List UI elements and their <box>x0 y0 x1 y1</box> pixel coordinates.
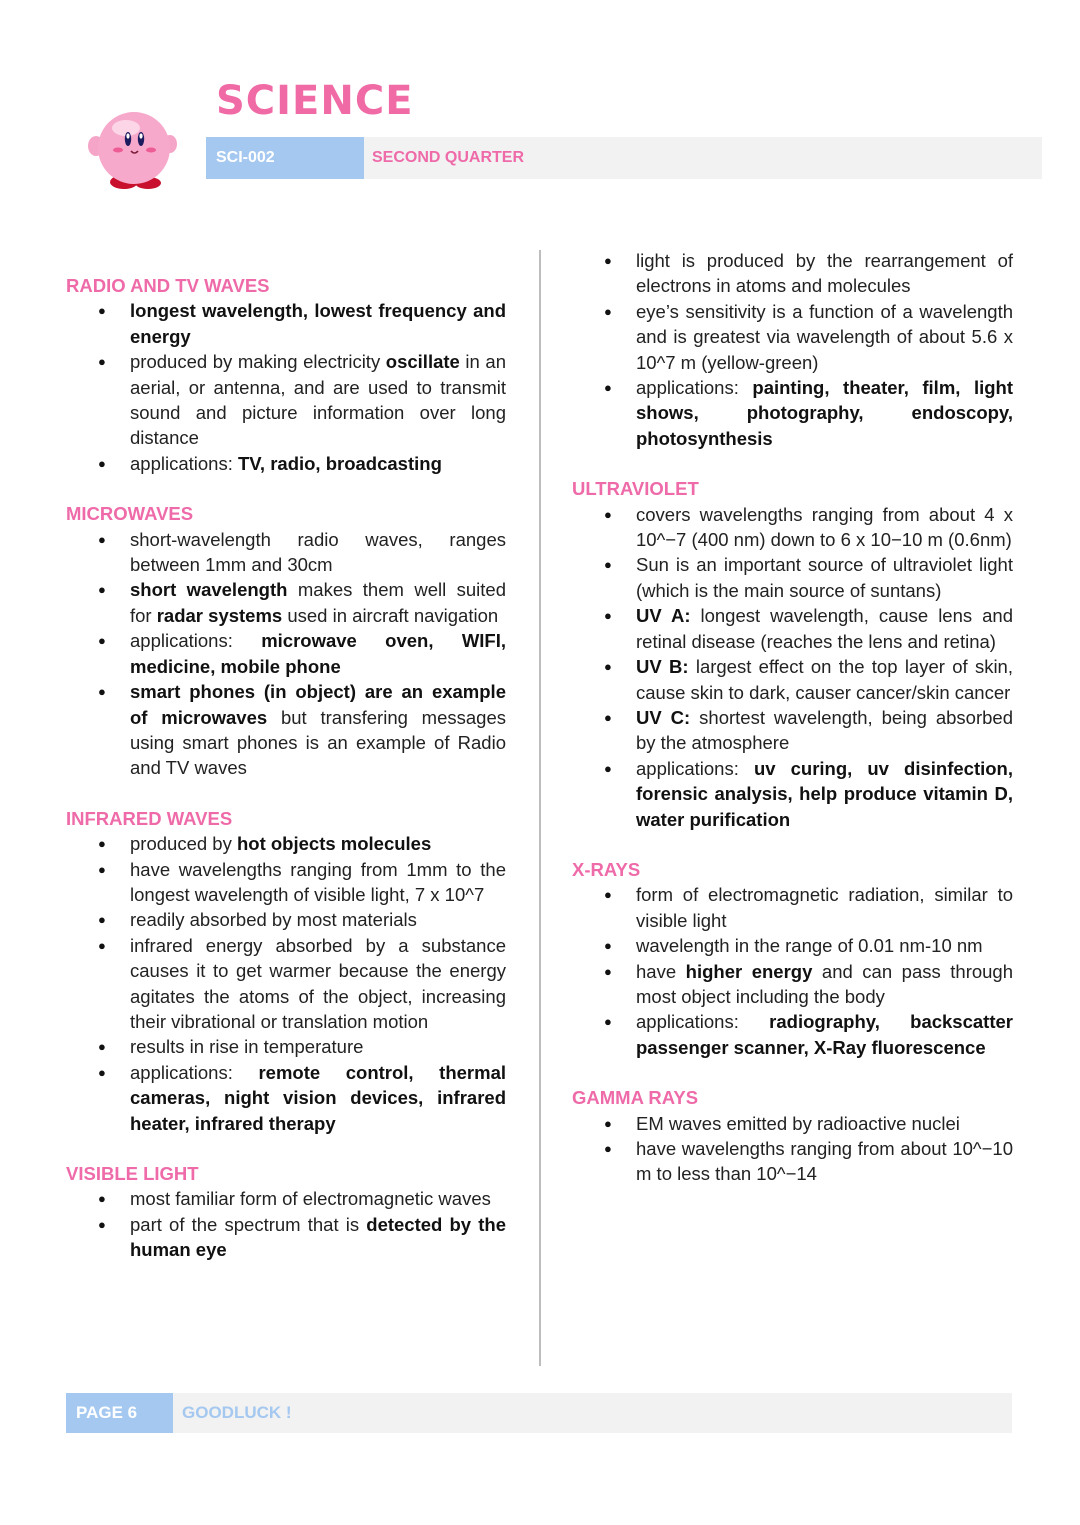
page-number: PAGE 6 <box>66 1393 173 1433</box>
item-text: applications: <box>636 1011 770 1033</box>
list-item <box>572 299 1013 375</box>
bullet-list <box>66 527 506 781</box>
section-title: RADIO AND TV WAVES <box>66 275 270 296</box>
section-title: X-RAYS <box>572 858 641 880</box>
list-item <box>572 552 1013 603</box>
left-column <box>66 248 506 1263</box>
bullet-list <box>572 502 1013 832</box>
bullet-list <box>572 1111 1013 1187</box>
section <box>66 248 506 476</box>
bold-text: uv curing, uv disinfection, forensic analysis, help produce vitamin D, water purification <box>636 757 1014 830</box>
bullet-list <box>572 882 1013 1060</box>
list-item <box>572 375 1013 451</box>
header-band <box>206 137 1042 179</box>
bold-text: radar systems <box>156 604 283 626</box>
item-text: applications: <box>130 1061 259 1083</box>
page-title: SCIENCE <box>216 78 414 124</box>
section <box>572 248 1013 451</box>
bullet-list <box>572 248 1013 451</box>
item-text: wavelength in the range of 0.01 nm-10 nm <box>636 935 983 957</box>
page-footer <box>66 1393 1012 1433</box>
section-title: INFRARED WAVES <box>66 807 233 829</box>
quarter-label: SECOND QUARTER <box>372 149 525 166</box>
bold-text: UV B: <box>636 656 689 678</box>
item-text: in an aerial, or antenna, and are used to transmit sound and picture information over long distance <box>130 351 506 449</box>
item-text: shortest wavelength, being absorbed by the atmosphere <box>636 706 1013 754</box>
item-text: form of electromagnetic radiation, similar to visible light <box>636 884 1013 931</box>
list-item <box>572 654 1013 705</box>
item-text: have wavelengths ranging from 1mm to the longest wavelength of visible light, 7 x 10^7 <box>130 858 506 905</box>
bullet-list <box>66 831 506 1136</box>
item-text: eye’s sensitivity is a function of a wavelength and is greatest via wavelength of about 5.6 x 10^7 m (yellow-green) <box>636 300 1013 373</box>
bold-text: hot objects molecules <box>236 833 432 855</box>
item-text: covers wavelengths ranging from about 4 x 10^−7 (400 nm) down to 6 x 10−10 m (0.6nm) <box>636 503 1013 551</box>
section <box>66 781 506 1136</box>
item-text: results in rise in temperature <box>130 1036 364 1058</box>
bullet-list <box>66 1186 506 1262</box>
item-text: makes them well suited for <box>130 579 506 626</box>
list-item <box>66 628 506 679</box>
item-text: applications: <box>636 377 753 399</box>
section-title: MICROWAVES <box>66 503 194 525</box>
list-item <box>66 527 506 578</box>
kirby-mascot-icon <box>88 110 178 192</box>
list-item <box>572 502 1013 553</box>
item-text: readily absorbed by most materials <box>130 909 417 931</box>
item-text: longest wavelength, cause lens and retinal disease (reaches the lens and retina) <box>636 605 1013 652</box>
item-text: largest effect on the top layer of skin, cause skin to dark, causer cancer/skin cancer <box>636 656 1013 703</box>
item-text: applications: <box>636 757 754 779</box>
list-item <box>572 248 1013 299</box>
bold-text: UV A: <box>636 605 691 627</box>
list-item <box>66 1034 506 1059</box>
list-item <box>66 933 506 1035</box>
bold-text: short wavelength <box>130 579 288 601</box>
bold-text: remote control, thermal cameras, night vision devices, infrared heater, infrared therapy <box>130 1061 506 1134</box>
bold-text: smart phones (in object) are an example of microwaves <box>130 681 506 728</box>
list-item <box>66 349 506 451</box>
bullet-list <box>66 298 506 476</box>
item-text: applications: <box>130 630 262 652</box>
list-item <box>572 756 1013 832</box>
section-title: ULTRAVIOLET <box>572 478 699 500</box>
section <box>572 1060 1013 1187</box>
list-item <box>66 831 506 856</box>
list-item <box>66 1212 506 1263</box>
item-text: have <box>636 960 686 982</box>
section <box>572 451 1013 832</box>
item-text: light is produced by the rearrangement of electrons in atoms and molecules <box>636 250 1013 297</box>
section <box>572 832 1013 1060</box>
bold-text: TV, radio, broadcasting <box>237 452 442 474</box>
item-text: but transfering messages using smart phones is an example of Radio and TV waves <box>130 706 507 779</box>
list-item <box>572 603 1013 654</box>
list-item <box>572 1111 1013 1136</box>
list-item <box>66 679 506 781</box>
bold-text: oscillate <box>385 351 460 373</box>
item-text: and can pass through most object including the body <box>636 960 1014 1007</box>
item-text: Sun is an important source of ultraviolet light (which is the main source of suntans) <box>636 554 1013 601</box>
item-text: produced by making electricity <box>130 351 386 373</box>
item-text: produced by <box>130 833 237 855</box>
list-item <box>572 705 1013 756</box>
course-code: SCI-002 <box>206 137 364 179</box>
list-item <box>66 1060 506 1136</box>
item-text: EM waves emitted by radioactive nuclei <box>636 1112 960 1134</box>
bold-text: radiography, backscatter passenger scanner, X-Ray fluorescence <box>636 1011 1013 1058</box>
list-item <box>572 959 1013 1010</box>
list-item <box>572 882 1013 933</box>
bold-text: higher energy <box>685 960 813 982</box>
item-text: most familiar form of electromagnetic waves <box>130 1188 491 1210</box>
item-text: part of the spectrum that is <box>130 1213 367 1235</box>
bold-text: microwave oven, WIFI, medicine, mobile phone <box>130 630 506 677</box>
section <box>66 1136 506 1263</box>
list-item <box>66 577 506 628</box>
item-text: used in aircraft navigation <box>282 604 499 626</box>
bold-text: longest wavelength, lowest frequency and energy <box>130 300 506 347</box>
item-text: applications: <box>130 452 238 474</box>
item-text: infrared energy absorbed by a substance causes it to get warmer because the energy agitates the atoms of the object, increasing their vibrational or translation motion <box>130 934 506 1032</box>
footer-note: GOODLUCK ! <box>182 1403 292 1422</box>
bold-text: painting, theater, film, light shows, photography, endoscopy, photosynthesis <box>636 377 1014 449</box>
right-column <box>572 248 1013 1187</box>
item-text: have wavelengths ranging from about 10^−10 m to less than 10^−14 <box>636 1138 1013 1185</box>
list-item <box>572 1009 1013 1060</box>
section <box>66 476 506 780</box>
section-title: VISIBLE LIGHT <box>66 1163 199 1184</box>
list-item <box>66 298 506 349</box>
column-divider <box>539 250 541 1366</box>
list-item <box>572 933 1013 958</box>
list-item <box>66 907 506 932</box>
item-text: short-wavelength radio waves, ranges between 1mm and 30cm <box>130 528 506 576</box>
list-item <box>66 857 506 908</box>
page-header <box>0 0 1080 200</box>
bold-text: UV C: <box>636 706 691 728</box>
list-item <box>66 451 506 476</box>
list-item <box>66 1186 506 1211</box>
bold-text: detected by the human eye <box>130 1213 506 1261</box>
list-item <box>572 1136 1013 1187</box>
section-title: GAMMA RAYS <box>572 1087 699 1109</box>
